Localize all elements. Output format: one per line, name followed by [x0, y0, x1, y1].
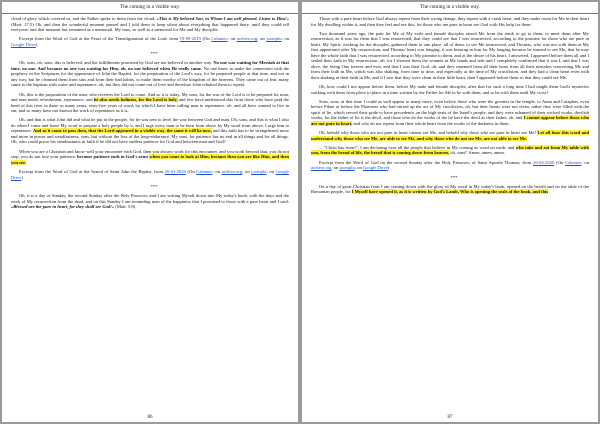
paragraph: Sons, sons, at that time I could as well appear to many more, even before those who were the greatest in the temple, to Anna and Caiaphas, even before Pilate or before the Pharisees who had stirred up the act of My crucifixion, oh, but their hearts were not clean, rather they were filled with the spirit of lie, which served their pride to have precedence on the high seats of the Israel's people, and they were ashamed of their wicked works, devilish works, for the father of lie is the devil, and those who do the works of the lie have the devil as their father, oh, and I cannot appear before those who are not pure in heart, and who do not repent from their whole heart from the works of the darkness in them.	[311, 98, 589, 126]
gdrive-link[interactable]: Google Drive	[362, 165, 388, 171]
excerpt-source: Excerpt from the Word of God at the Feast of the Transfiguration of the Lord, from 19-08-2019 (On Calameo; on archive.org; on joomplu; on Google Drive)	[11, 36, 289, 47]
highlight: I Myself have opened it, as it is written by God's Lamb. Who is opening the seals of the book, and this	[351, 189, 549, 195]
paragraph: Oh, behold why those who are not pure in heart cannot see Me, and behold why those who are pure in heart see Me! Let all hear this word and understand why those who see Me, are able to see Me, and why those who do not see Me, are not able to see Me.	[311, 130, 589, 141]
highlight: Let all hear this word and understand why those who see Me, are able to see Me, and why those who do not see Me, are not able to see Me.	[311, 130, 589, 141]
paragraph: Those with a pure heart before God always repent from their wrong doings, they repent with a crash heart, and they make room for Me in their heart for My dwelling within it, and then they feel and see this, for those who are pure in heart see God with His help for them.	[311, 16, 589, 27]
highlight: he also needs holiness, for the Lord is holy,	[93, 97, 178, 103]
gdrive-link[interactable]: Google Drive	[11, 169, 289, 180]
page-number: 86	[147, 415, 153, 420]
date-link[interactable]: 20-01-2020	[164, 169, 186, 175]
paragraph: When you are a Christian and know well your encounter with God, then you always work for this encounter, and you work beyond that, you do not stop, you do not lose your patience, because patience ends in God's arms when you come to look at Him, because then you are like Him, and then you see.	[11, 148, 289, 165]
right-page-text	[311, 16, 589, 410]
highlight: I cannot appear before those who are not pure in heart,	[311, 115, 589, 126]
running-header: The coming in a visible way.	[302, 2, 598, 14]
calameo-link[interactable]: Calameo	[211, 36, 228, 42]
joomplu-link[interactable]: joomplu	[266, 36, 282, 42]
date-link[interactable]: 19-08-2019	[179, 36, 201, 42]
paragraph: ... "Christ has risen!", I am declaring over all the people that believe in My coming as word on earth; and who take and eat from My table with you, from the bread of life, the bread that is coming down from heaven, oh, sons!' Amen, amen, amen.	[311, 144, 589, 156]
date-link[interactable]: 26-04-2020	[533, 159, 555, 165]
highlight: who take and eat from My table with you, from the bread of life, the bread that is coming down from heaven,	[311, 144, 589, 156]
paragraph: Oh, it is a day of Sunday, the second Sunday after the Holy Passover, and I am writing Myself down into My today's book, with the days and the work of My resurrection from the dead, and on this Sunday I am reminding man of the happiness that I promised to those with a pure heart and I said: «Blessed are the pure in heart, for they shall see God!» (Matt: 5:8)	[11, 193, 289, 210]
paragraph: cloud of glory which covered us, and the Father spoke to them from the cloud: «This is My beloved Son, in Whom I am well pleased. Listen to Him!» (Matt: 17:5) Oh, and then the wonderful moment passed and I told them to keep silent about everything that happened there, until they could tell everyone, and that moment has remained as a memorial. My sons, as well as a memorial for Me and My disciples.	[11, 16, 289, 32]
joomplu-link[interactable]: joomplu	[251, 169, 267, 175]
archive-link[interactable]: archive.org	[311, 165, 332, 171]
calameo-link[interactable]: Calameo	[196, 169, 213, 175]
paragraph: Oh, this is the preparation of the man, who receives the Lord to come. And so it is today, My sons, for the war of the Lord is to be prepared for man, and man needs refreshment, repentance, and he also needs holiness, for the Lord is holy, and few have understood this from those who have paid the heed of this river in these so many years, sixty-five years of word, by which I have been calling man to repentance, oh, and all have wanted to live in sin, and so many have not known the work of repentance as it is.	[11, 91, 289, 114]
paragraph: On a day of great Christian feast I am coming down with the glory of My word in My today's book, opened on the hearth and on the table of the Romanian people, for I Myself have opened it, as it is written by God's Lamb. Who is opening the seals of the book, and this	[311, 183, 589, 195]
highlight: And as it came to pass then, that the Lord appeared in a visible way, the same it will be now,	[33, 128, 212, 134]
calameo-link[interactable]: Calameo	[565, 159, 582, 165]
excerpt-source: Excerpt from the Word of God on the second Sunday after the Holy Passover, of Saint Apostle Thomas; from 26-04-2020 (On Calameo; on archive.org; on joomplu; on Google Drive)	[311, 159, 589, 171]
excerpt-source: Excerpt from the Word of God at the Synod of Saint John the Baptist, from 20-01-2020 (On Calameo; on archive.org; on joomplu; on Google Drive)	[11, 169, 289, 180]
running-header: The coming in a visible way.	[2, 2, 298, 14]
left-page-text	[11, 16, 289, 410]
right-page	[302, 2, 598, 422]
separator: ***	[450, 174, 458, 180]
highlight: when you come to look at Him, because then you are like Him, and then you see.	[11, 154, 289, 165]
separator: ***	[150, 51, 158, 57]
paragraph: Oh, how could I not appear before them, before My male and female disciples, after that for such a long time I had taught them God's mysteries walking with them from place to place in a time written by the Father for Me to be with them, and to be with them until My cross?	[311, 84, 589, 95]
archive-link[interactable]: archive.org	[236, 36, 258, 42]
gdrive-link[interactable]: Google Drive	[11, 41, 36, 47]
separator: ***	[150, 183, 158, 189]
left-page	[2, 2, 298, 422]
paragraph: Oh, sons, oh, sons, this is believed, and the fulfillments promised by God are not believed in another way. No one was waiting for Messiah at that time, no one. And because no one was waiting for Him, oh, no one believed when He really came. No one knew to make the connection with the prophecy in the Scriptures for the appearance of John the Baptist, for the preparation of the Lord's way, for he prepared people at that time, and not in any way, but he cleansed them from sins and from their bad habits, to make them worthy of the kingdom of the heavens. They came out of fear, many came to the baptism with water and repentance, oh, but they did not come out of love and therefore John rebuked them to repent.	[11, 60, 289, 88]
page-number: 87	[447, 415, 453, 420]
archive-link[interactable]: archive.org	[221, 169, 243, 175]
paragraph: Oh, and that is what John did and what he put in the people, for he was sent to level the way between God and man. Oh, sons, and this is what I also do when I come and leave My word to prepare a holy people by it, and I urge every man to be born from above by My word from above, I urge him to repentance. And as it came to pass then, that the Lord appeared in a visible way, the same it will be now, and this faith has to be strengthened more and more in power and steadfastness, sons, but without the loss of the long-endurance, My sons, for patience has no end in all things and for all things. Oh, who could prove his steadfastness in faith if he did not have endless patience for God and between man and God?	[11, 117, 289, 145]
paragraph: Two thousand years ago, the pain for Me of My exile and female disciples raised Me from the tomb to go to them, to meet them after My resurrection, as it was for them that I was resurrected, that they could see that I was resurrected, according to the promise for those who are pure in heart. My Spirit, working for the disciples, gathered them to one place, all of them, to see Me resurrected, and Thomas, who was not with them at My first appearance after My resurrection, and Thomas' heart was longing, it was burning in him for My longing because he wanted to see Me, that he may have the whole faith that I was resurrected, according to My promise to them, and at the desire of his heart, I answered, I appeared before them all and I sealed their faith in My resurrection, oh, for I showed them the wounds in My hands and side and I completely confirmed that it was I, and that I was alive, the living One forever and ever, and that I was their God, oh, and they repented from all their heart from all their mistakes concerning Me and from their faith in Me, which was also shaking, from time to time, and especially at the time of My crucifixion, and they had a clean heart even with their shaking in their faith in Me, and if I saw that they were clean in their little heart, then I appeared before them so that they could see Me.	[311, 30, 589, 80]
joomplu-link[interactable]: joomplu	[339, 165, 355, 171]
